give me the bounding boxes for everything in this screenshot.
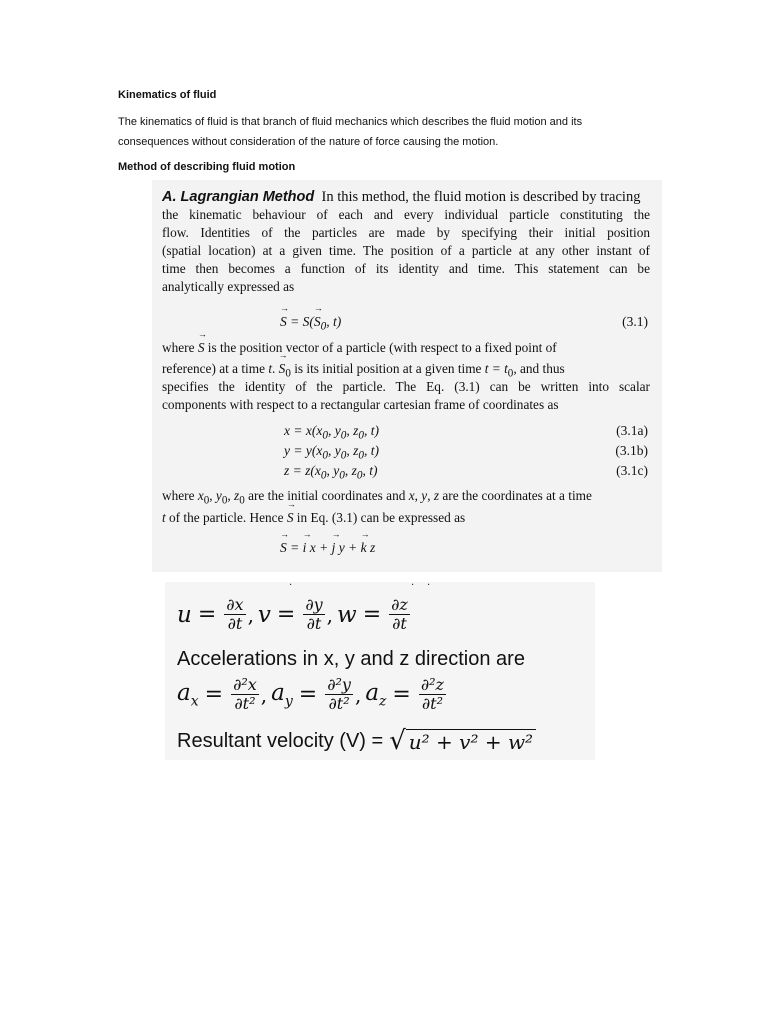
equation-3-1a: $x = x(x_0$, $y_0$, $z_0$, t) bbox=[284, 423, 380, 442]
equation-number: (3.1a) bbox=[616, 423, 648, 438]
intro-line: The kinematics of fluid is that branch of fluid mechanics which describes the fluid motion and its bbox=[118, 116, 583, 128]
acceleration-components-formula: $a_x$ = $\frac{\text{∂²x}}{\text{∂t²}}$ , $a_y$ = $\frac{\text{∂²y}}{\text{∂t²}}$ , $a_z$ = $\frac{\text{∂²z}}{\text{∂t²}}$ bbox=[177, 675, 444, 713]
excerpt-line: analytically expressed as bbox=[162, 279, 295, 294]
excerpt-line: flow. Identities of the particles are made by specifying their initial position bbox=[162, 225, 650, 240]
equation-number: (3.1) bbox=[622, 314, 648, 329]
page-title: Kinematics of fluid bbox=[118, 89, 217, 101]
excerpt-first-line bbox=[162, 189, 650, 206]
textbook-excerpt-image bbox=[152, 180, 662, 572]
accelerations-label: Accelerations in x, y and z direction are bbox=[177, 648, 525, 670]
intro-paragraph bbox=[118, 112, 658, 152]
equation-number: (3.1c) bbox=[616, 463, 648, 478]
excerpt-line: the kinematic behaviour of each and every individual particle constituting the bbox=[162, 207, 650, 222]
excerpt-line: specifies the identity of the particle. The Eq. (3.1) can be written into scalar bbox=[162, 379, 650, 394]
position-vector-equation: S → = i → x + j → y + k → z bbox=[280, 540, 375, 556]
excerpt-line: t of the particle. Hence S → in Eq. (3.1) can be expressed as bbox=[162, 510, 650, 526]
excerpt-line: where $x_0$, $y_0$, $z_0$ are the initial coordinates and x, y, z are the coordinates at a time bbox=[162, 488, 592, 507]
scan-speck: · bbox=[289, 580, 293, 591]
velocity-components-formula: u = $\frac{\partial x}{\partial t}$ , v = $\frac{\partial y}{\partial t}$ , w = $\frac{\partial z}{\partial t}$ bbox=[177, 595, 408, 633]
equation-3-1c: $z = z(x_0$, $y_0$, $z_0$, t) bbox=[284, 463, 378, 482]
excerpt-line: (spatial location) at a given time. The position of a particle at any other instant of bbox=[162, 243, 650, 258]
excerpt-line: where S → is the position vector of a particle (with respect to a fixed point of bbox=[162, 340, 650, 356]
section-heading: Method of describing fluid motion bbox=[118, 161, 296, 173]
resultant-velocity-formula: Resultant velocity (V) = √ u² + v² + w² bbox=[177, 728, 536, 754]
equation-3-1: S → = $S(S \to_0$, t) bbox=[280, 314, 341, 333]
scan-speck: · bbox=[427, 580, 431, 591]
excerpt-line: components with respect to a rectangular cartesian frame of coordinates as bbox=[162, 397, 559, 412]
excerpt-line: time then becomes a function of its identity and time. This statement can be bbox=[162, 261, 650, 276]
intro-line: consequences without consideration of the nature of force causing the motion. bbox=[118, 136, 499, 148]
equation-3-1b: $y = y(x_0$, $y_0$, $z_0$, t) bbox=[284, 443, 380, 462]
square-root-icon: √ bbox=[389, 726, 406, 756]
formula-image bbox=[165, 582, 595, 760]
lagrangian-method-title: A. Lagrangian Method bbox=[162, 189, 315, 205]
equation-number: (3.1b) bbox=[615, 443, 648, 458]
scan-speck: · bbox=[411, 580, 415, 591]
excerpt-line: reference) at a time t. $S \to_0$ is its initial position at a given time $t = t_0$, and thus bbox=[162, 361, 650, 380]
excerpt-text: In this method, the fluid motion is described by tracing bbox=[321, 189, 641, 205]
